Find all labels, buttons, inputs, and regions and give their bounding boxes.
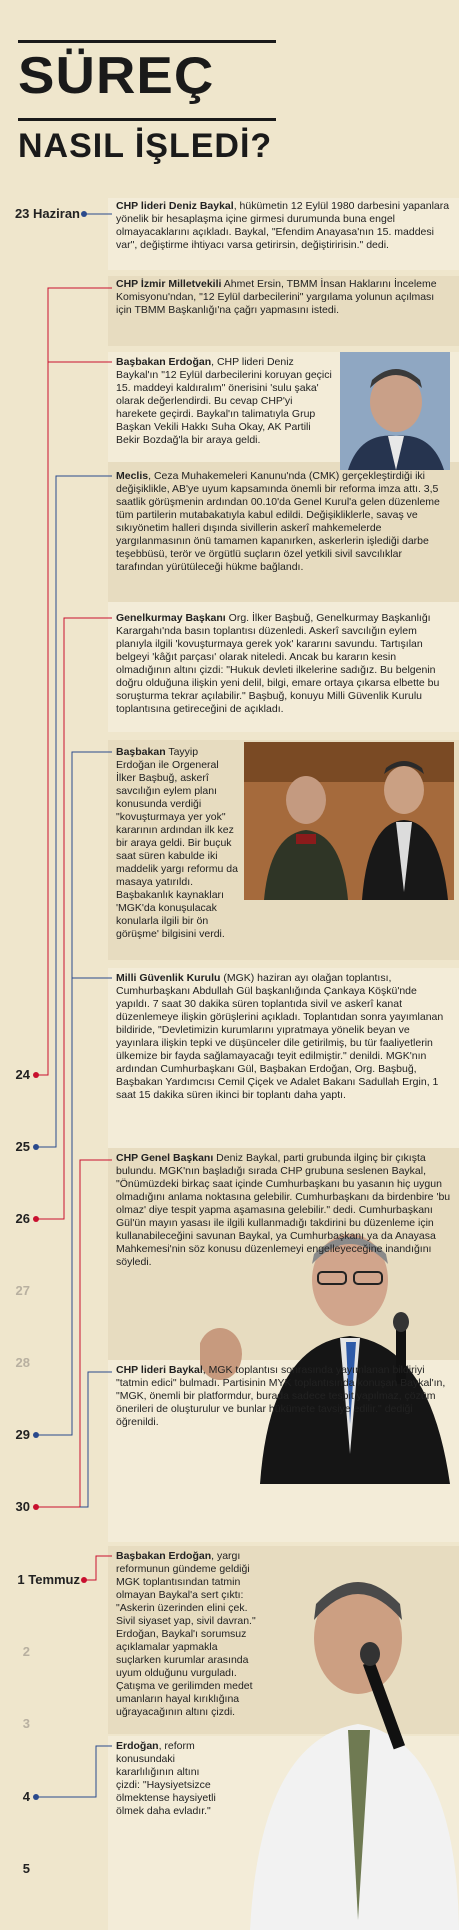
entry-5-text: Org. İlker Başbuğ, Genelkurmay Başkanlığı Karargahı'nda basın toplantısı düzenledi. Askerî savcılığın eylem planıyla ilgili 'kovuşturmaya gerek yok' kararını savundu. Tartışılan belgeyi 'kâğıt parçası' olarak niteledi. Ancak bu kararın kesin olmadığının altını çizdi: "Hukuk devleti ilkelerine sadığız. Bu belgenin doğru olduğuna ilişkin yeni delil, bilgi, emare ortaya çıkarsa elbette bu soruşturma tekrar açılabilir." Başbuğ, konuyu Milli Güvenlik Kurulu toplantısına getireceğini de açıkladı. <box>116 612 440 715</box>
date-24: 24 <box>15 1067 30 1082</box>
entry-3-lead: Başbakan Erdoğan <box>116 356 212 368</box>
date-26: 26 <box>15 1211 30 1226</box>
entry-7-text: (MGK) haziran ayı olağan toplantısı, Cumhurbaşkanı Abdullah Gül başkanlığında Çankaya Köşkü'nde yapıldı. 7 saat 30 dakika süren toplantıda sivil ve askerî kanat düzenlemeye ilişkin görüşlerini açıkladı. Toplantıdan sonra yayımlanan bildiride, "Devletimizin kurumlarını yıpratmaya yönelik beyan ve yayınlara ilişkin tepki ve düşünceler dile getirilmiş, bu tür faaliyetlerin ülkemize bir fayda sağlamayacağı teyit edilmiştir." denildi. MGK'nın ardından Cumhurbaşkanı Gül, Başbakan Erdoğan, Org. Başbuğ, Başbakan Yardımcısı Cemil Çiçek ve Adalet Bakanı Sadullah Ergin, 1 saat 15 dakika süren ikinci bir toplantı daha yaptı. <box>116 972 444 1101</box>
entry-11 <box>116 1740 226 1818</box>
entry-1-lead: CHP lideri Deniz Baykal <box>116 200 234 212</box>
dot-4 <box>33 1794 39 1800</box>
photo-erdogan-speech <box>230 1560 459 1930</box>
entry-5 <box>116 612 452 716</box>
title-line2: NASIL İŞLEDİ? <box>18 127 273 165</box>
entry-8-lead: CHP Genel Başkanı <box>116 1152 214 1164</box>
title-line1: SÜREÇ <box>18 47 215 105</box>
dot-26 <box>33 1216 39 1222</box>
date-23-haziran: 23 Haziran <box>14 206 80 221</box>
entry-9-lead: CHP lideri Baykal <box>116 1364 203 1376</box>
entry-6-text: Tayyip Erdoğan ile Orgeneral İlker Başbuğ, askerî savcılığın eylem planı konusunda verdiği "kovuşturmaya yer yok" kararının ardından ilk kez bir araya geldi. Bir buçuk saat süren kabulde iki maddelik yargı reformu da masaya yatırıldı. Başbakanlık kaynakları 'MGK'da konuşulacak konularla ilgili bir ön görüşme' bilgisini verdi. <box>116 746 238 940</box>
dot-25 <box>33 1144 39 1150</box>
dot-30 <box>33 1504 39 1510</box>
entry-1 <box>116 200 452 252</box>
entry-3 <box>116 356 332 447</box>
entry-2-lead: CHP İzmir Milletvekili <box>116 278 222 290</box>
date-28: 28 <box>15 1355 30 1370</box>
entry-10-lead: Başbakan Erdoğan <box>116 1550 212 1562</box>
date-3: 3 <box>22 1716 30 1731</box>
entry-8-text: Deniz Baykal, parti grubunda ilginç bir çıkışta bulundu. MGK'nın başladığı sırada CHP grubuna seslenen Baykal, "Önümüzdeki birkaç saat içinde Cumhurbaşkanı bu yasanın hiç uygun olmadığını anlama noktasına gelebilir. Cumhurbaşkanı da birdenbire 'bu olmaz' diye tespit yapma aşamasına gelebilir." dedi. Cumhurbaşkanı Gül'ün mayın yasası ile ilgili kullanmadığı takdirini bu düzenleme için kullanabileceğini savunan Baykal, ya Cumhurbaşkanı ya da Anayasa Mahkemesi'nin söz konusu düzenlemeyi engelleyeceğine inandığını söyledi. <box>116 1152 451 1268</box>
entry-11-text: , reform konusundaki kararlılığının altını çizdi: "Haysiyetsizce ölmektense haysiyetli ölmek daha evladır." <box>116 1740 216 1817</box>
dot-23-haziran <box>81 211 87 217</box>
date-25: 25 <box>15 1139 30 1154</box>
entry-4 <box>116 470 452 574</box>
dot-1-temmuz <box>81 1577 87 1583</box>
date-2: 2 <box>22 1644 30 1659</box>
photo-erdogan-basbug <box>244 742 454 900</box>
date-27: 27 <box>15 1283 30 1298</box>
entry-2 <box>116 278 452 317</box>
entry-8 <box>116 1152 452 1269</box>
dot-29 <box>33 1432 39 1438</box>
entry-2-text: Ahmet Ersin, TBMM İnsan Haklarını İnceleme Komisyonu'ndan, "12 Eylül darbecilerini" yargılama yolunun açılması için TBMM Başkanlığı'na çağrı yapmasını istedi. <box>116 278 437 316</box>
entry-4-lead: Meclis <box>116 470 149 482</box>
entry-9-text: , MGK toplantısı sonrasında yayımlanan bildiriyi "tatmin edici" bulmadı. Partisinin MYK toplantısında konuşan Baykal'ın, "MGK, önemli bir platformdur, burada sadece tespit yapılmaz, çözüm önerileri de oluşturulur ve bunlar hükümete tavsiye edilir." dediği öğrenildi. <box>116 1364 446 1428</box>
entry-9 <box>116 1364 452 1429</box>
dot-24 <box>33 1072 39 1078</box>
entry-3-text: , CHP lideri Deniz Baykal'ın "12 Eylül darbecilerini koruyan geçici 15. maddeyi kaldıralım" önerisini 'sulu şaka' olarak değerlendirdi. Bu cevap CHP'yi harekete geçirdi. Baykal'ın talimatıyla Grup Başkan Vekili Hakkı Suha Okay, AK Partili Bekir Bozdağ'la bir araya geldi. <box>116 356 332 446</box>
photo-ersin <box>340 352 450 470</box>
entry-1-text: , hükümetin 12 Eylül 1980 darbesini yapanlara yönelik bir hesaplaşma içine girmesi durumunda buna engel olmayacaklarını açıkladı. Baykal, "Efendim Anayasa'nın 15. maddesi var", değiştirme ihtiyacı varsa getirirsin, değiştiririsin." dedi. <box>116 200 450 251</box>
date-5: 5 <box>22 1861 30 1876</box>
entry-10-text: , yargı reformunun gündeme geldiği MGK toplantısından tatmin olmayan Baykal'a sert çıktı: "Askerin üzerinden elini çek. Sivil siyaset yap, sivil davran." Erdoğan, Baykal'ı sorumsuz açıklamalar yapmakla suçlarken kurumlar arasında uyum olduğunu vurguladı. Çatışma ve gerilimden medet umanların hayal kırıklığına uğrayacağının altını çizdi. <box>116 1550 256 1718</box>
date-1-temmuz: 1 Temmuz <box>17 1572 80 1587</box>
entry-7 <box>116 972 452 1102</box>
date-30: 30 <box>15 1499 30 1514</box>
date-29: 29 <box>15 1427 30 1442</box>
entry-7-lead: Milli Güvenlik Kurulu <box>116 972 221 984</box>
date-4: 4 <box>22 1789 30 1804</box>
entry-6-lead: Başbakan <box>116 746 166 758</box>
entry-5-lead: Genelkurmay Başkanı <box>116 612 226 624</box>
entry-10 <box>116 1550 256 1719</box>
entry-11-lead: Erdoğan <box>116 1740 159 1752</box>
entry-6 <box>116 746 238 941</box>
entry-4-text: , Ceza Muhakemeleri Kanunu'nda (CMK) gerçekleştirdiği iki değişiklikle, AB'ye uyum kapsamında önemli bir reforma imza attı. 3,5 saatlik görüşmenin ardından 00.10'da Genel Kurul'a gelen düzenleme tüm partilerin mutabakatıyla kabul edildi. Değişikliklerle, savaş ve sıkıyönetim halleri dışında sivillerin askerî mahkemelerde yargılanmasının önü tamamen kapanırken, askerlerin işlediği darbe teşebbüsü, terör ve örgütlü suçların özel yetkili sivil savcılıklar tarafından yürütüleceği hükme bağlandı. <box>116 470 440 573</box>
